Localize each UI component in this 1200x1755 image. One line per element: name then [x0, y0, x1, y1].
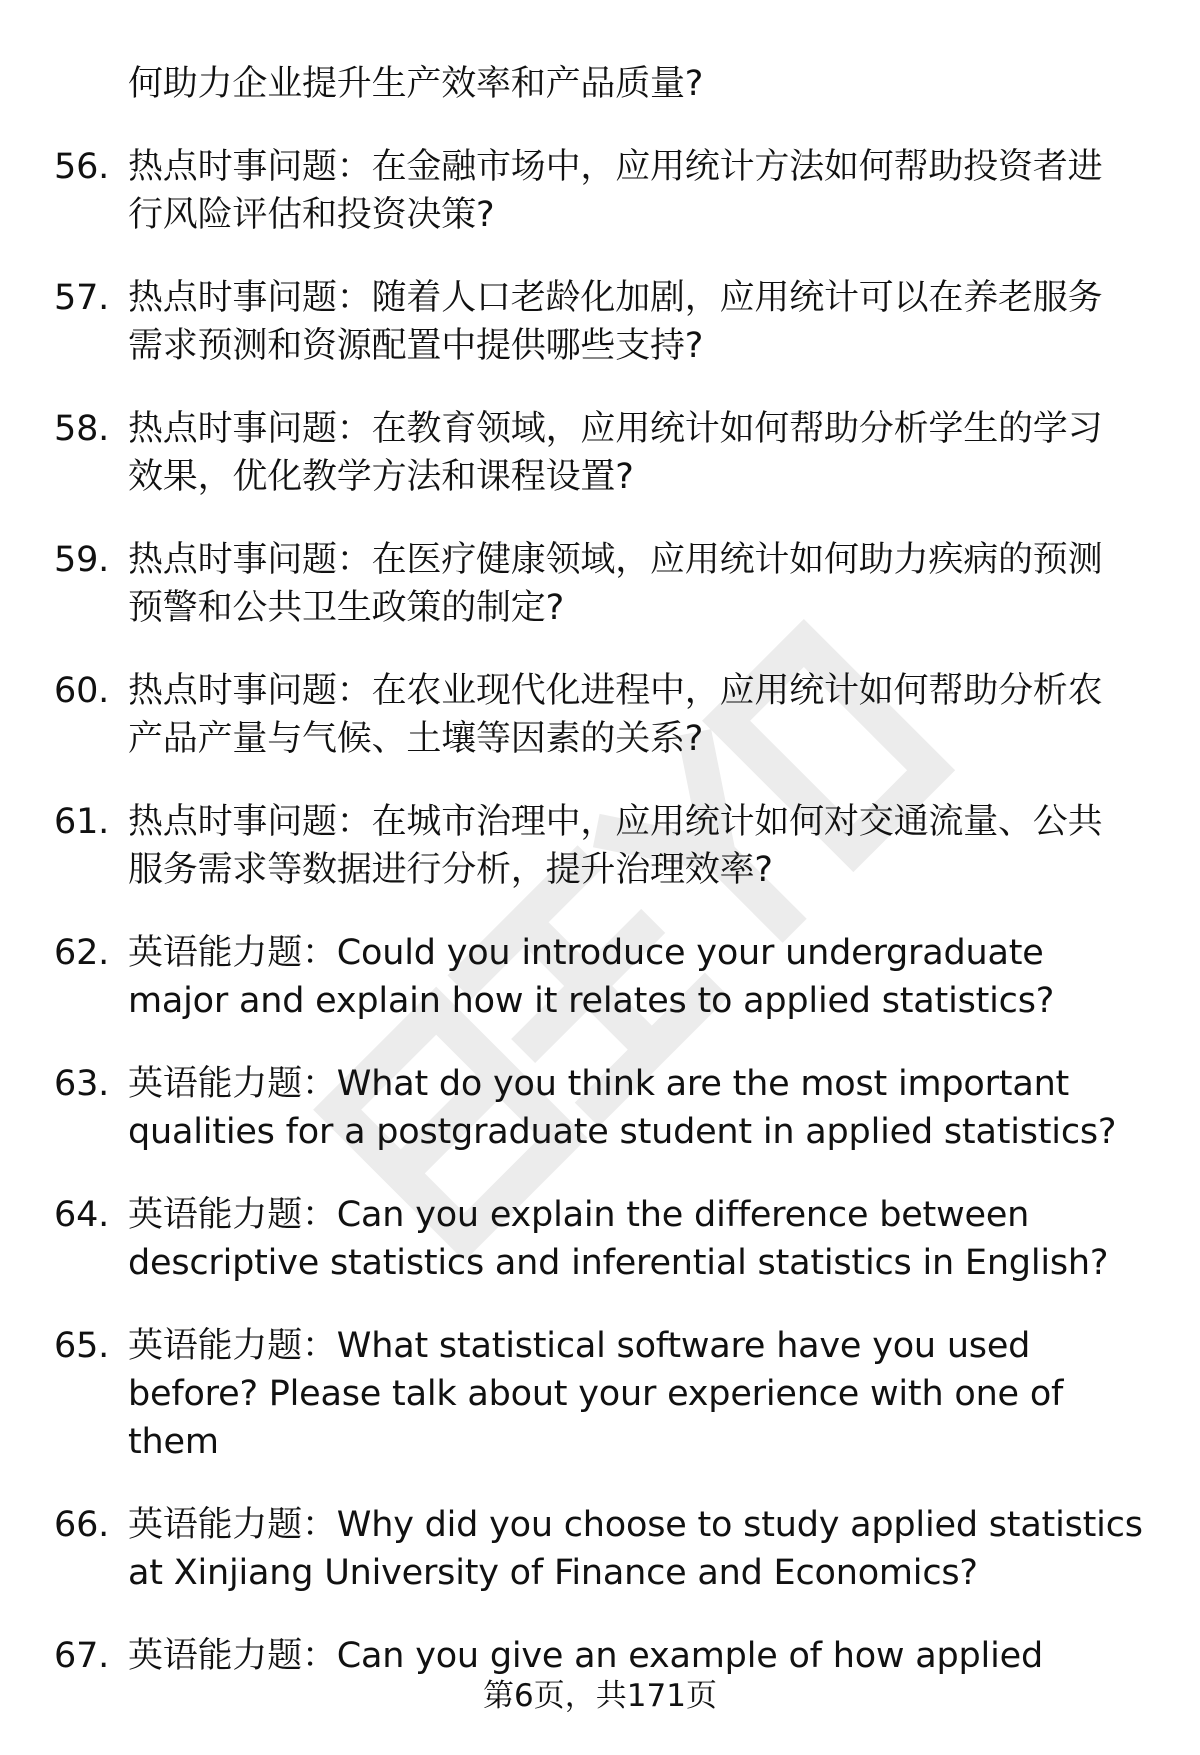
question-number: 61. [54, 802, 110, 842]
question-number: 63. [54, 1064, 110, 1104]
question-number: 58. [54, 409, 110, 449]
question-text: 英语能力题：Could you introduce your undergraduate major and explain how it relates to applied statistics? [128, 933, 1055, 1021]
list-item [0, 1501, 1200, 1597]
question-text: 英语能力题：Can you give an example of how applied [128, 1636, 1043, 1676]
question-text: 英语能力题：Can you explain the difference between descriptive statistics and inferential statistics in English? [128, 1195, 1109, 1283]
question-number: 60. [54, 671, 110, 711]
list-item [0, 798, 1200, 894]
question-text: 热点时事问题：在农业现代化进程中，应用统计如何帮助分析农 产品产量与气候、土壤等因素的关系? [128, 671, 1103, 759]
question-number: 57. [54, 278, 110, 318]
question-text: 热点时事问题：在医疗健康领域，应用统计如何助力疾病的预测 预警和公共卫生政策的制定? [128, 540, 1103, 628]
question-number: 59. [54, 540, 110, 580]
list-item [0, 1322, 1200, 1466]
question-number: 67. [54, 1636, 110, 1676]
question-list [0, 60, 1200, 1715]
question-number: 65. [54, 1326, 110, 1366]
question-number: 66. [54, 1505, 110, 1545]
page-footer: 第6页，共171页 [483, 1678, 717, 1714]
question-text: 何助力企业提升生产效率和产品质量? [128, 64, 704, 104]
list-item [0, 1060, 1200, 1156]
list-item [0, 1632, 1200, 1680]
question-number: 64. [54, 1195, 110, 1235]
question-number: 62. [54, 933, 110, 973]
question-text: 热点时事问题：在金融市场中，应用统计方法如何帮助投资者进 行风险评估和投资决策? [128, 147, 1103, 235]
question-text: 热点时事问题：随着人口老龄化加剧，应用统计可以在养老服务 需求预测和资源配置中提供哪些支持? [128, 278, 1103, 366]
list-item [0, 143, 1200, 239]
question-text: 热点时事问题：在城市治理中，应用统计如何对交通流量、公共 服务需求等数据进行分析，提升治理效率? [128, 802, 1103, 890]
list-item [0, 929, 1200, 1025]
list-item-continuation [0, 60, 1200, 108]
list-item [0, 274, 1200, 370]
question-text: 热点时事问题：在教育领域，应用统计如何帮助分析学生的学习 效果，优化教学方法和课程设置? [128, 409, 1103, 497]
list-item [0, 1191, 1200, 1287]
list-item [0, 405, 1200, 501]
list-item [0, 536, 1200, 632]
question-text: 英语能力题：What do you think are the most important qualities for a postgraduate student in applied statistics? [128, 1064, 1117, 1152]
question-text: 英语能力题：Why did you choose to study applied statistics at Xinjiang University of Finance and Economics? [128, 1505, 1143, 1593]
question-number: 56. [54, 147, 110, 187]
list-item [0, 667, 1200, 763]
question-text: 英语能力题：What statistical software have you used before? Please talk about your experience with one of them [128, 1326, 1064, 1462]
